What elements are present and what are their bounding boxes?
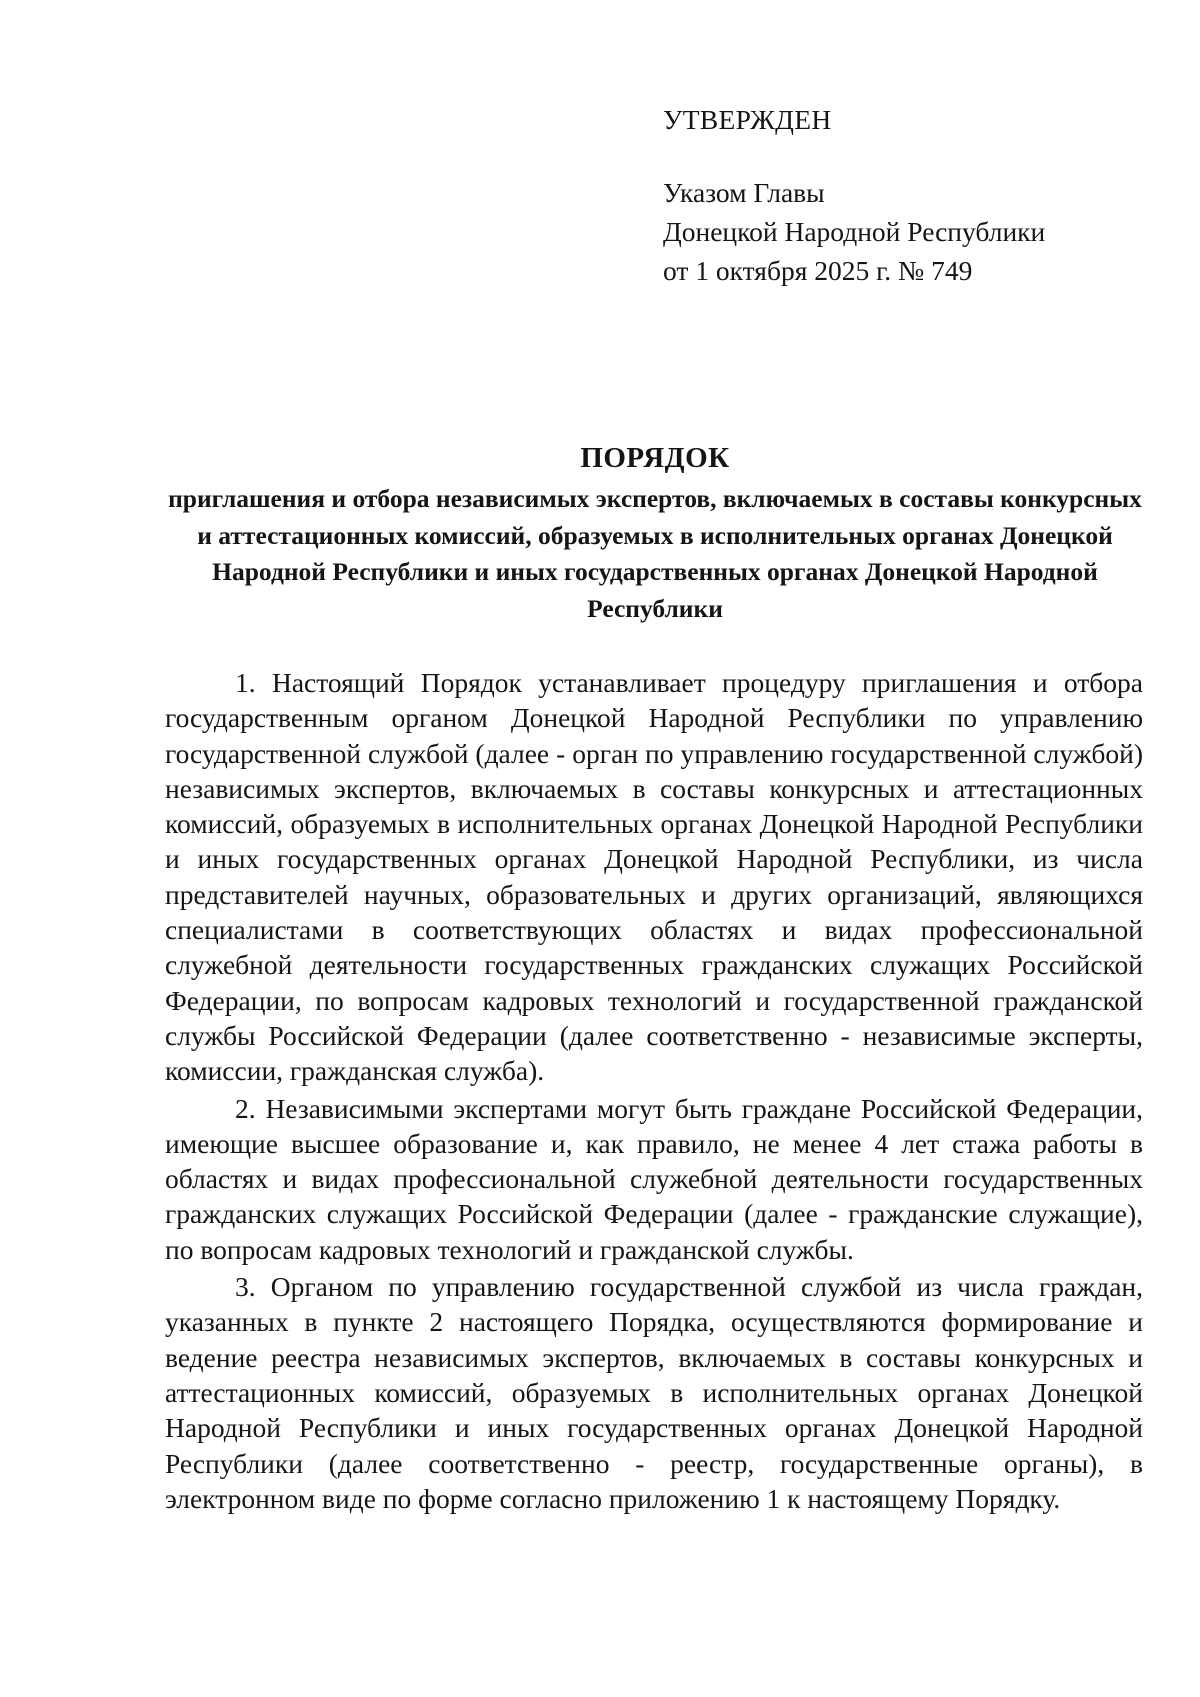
document-heading	[160, 438, 1150, 627]
approval-date-line: от 1 октября 2025 г. № 749	[663, 255, 973, 286]
paragraph-3: 3. Органом по управлению государственной службой из числа граждан, указанных в пункте 2 настоящего Порядка, осуществляются формирование и ведение реестра независимых экспертов, включаемых в составы конкурсных и аттестационных комиссий, образуемых в исполнительных органах Донецкой Народной Республики и иных государственных органах Донецкой Народной Республики (далее соответственно - реестр, государственные органы), в электронном виде по форме согласно приложению 1 к настоящему Порядку.	[165, 1271, 1143, 1514]
approval-label: УТВЕРЖДЕН	[663, 104, 832, 135]
approval-block	[663, 100, 1133, 290]
document-title: ПОРЯДОК	[580, 442, 730, 474]
approval-republic-line: Донецкой Народной Республики	[663, 216, 1046, 247]
paragraph-1: 1. Настоящий Порядок устанавливает процедуру приглашения и отбора государственным органом Донецкой Народной Республики по управлению государственной службой (далее - орган по управлению государственной службой) независимых экспертов, включаемых в составы конкурсных и аттестационных комиссий, образуемых в исполнительных органах Донецкой Народной Республики и иных государственных органах Донецкой Народной Республики, из числа представителей научных, образовательных и других организаций, являющихся специалистами в соответствующих областях и видах профессиональной служебной деятельности государственных гражданских служащих Российской Федерации, по вопросам кадровых технологий и государственной гражданской службы Российской Федерации (далее соответственно - независимые эксперты, комиссии, гражданская служба).	[165, 667, 1143, 1087]
approval-decree-line: Указом Главы	[663, 177, 825, 208]
document-subtitle: приглашения и отбора независимых экспертов, включаемых в составы конкурсных и аттестационных комиссий, образуемых в исполнительных органах Донецкой Народной Республики и иных государственных органах Донецкой Народной Республики	[168, 484, 1142, 623]
paragraph-2: 2. Независимыми экспертами могут быть граждане Российской Федерации, имеющие высшее образование и, как правило, не менее 4 лет стажа работы в областях и видах профессиональной служебной деятельности государственных гражданских служащих Российской Федерации (далее - гражданские служащие), по вопросам кадровых технологий и гражданской службы.	[165, 1092, 1143, 1265]
document-body	[165, 665, 1143, 1516]
